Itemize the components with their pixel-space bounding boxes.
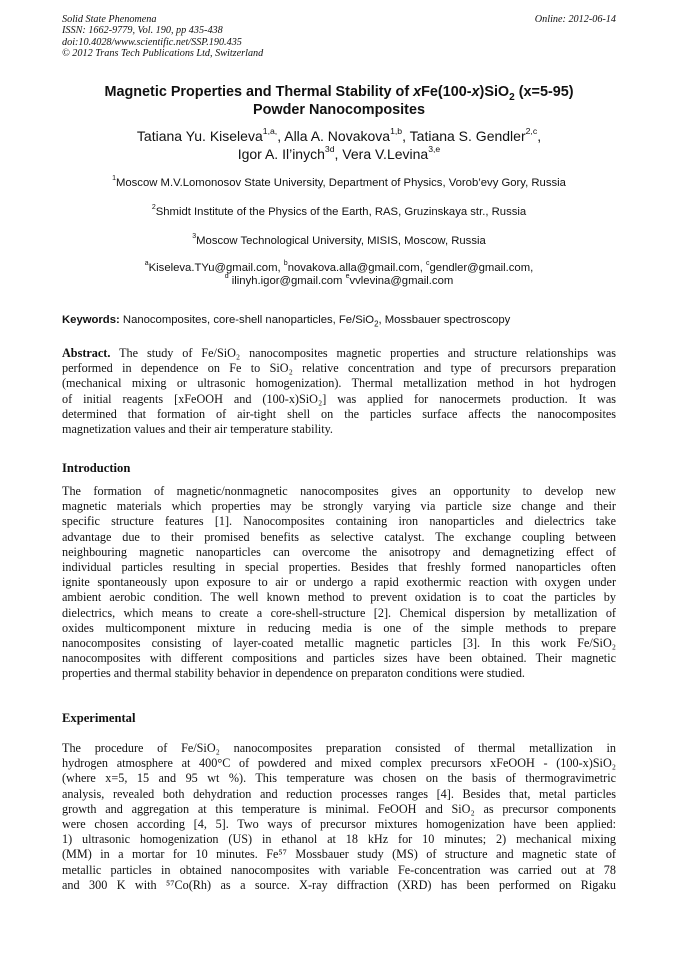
abstract: [62, 346, 616, 437]
abstract-line: determined that formation of air-tight shell on the particles surface affects the nanocomposites: [62, 406, 616, 421]
body-line: individual particles resulting in special properties. Besides that freshly formed nanoparticles often: [62, 560, 616, 575]
journal-copyright: © 2012 Trans Tech Publications Ltd, Switzerland: [62, 47, 264, 59]
section-heading-introduction: Introduction: [62, 461, 131, 475]
authors-line-2: Igor A. Il’inych$^{3d}$, Vera V.Levina$^{3,e}$: [237, 144, 441, 162]
affiliation-2: $^2$Shmidt Institute of the Physics of the Earth, RAS, Gruzinskaya str., Russia: [151, 204, 527, 218]
body-line: nanocomposites with different compositions and particles sizes have been obtained. Their magnetic: [62, 651, 616, 666]
emails-line-2: $^d$ ilinyh.igor@gmail.com $^e$vvlevina@gmail.com: [224, 273, 454, 287]
journal-name: Solid State Phenomena: [62, 14, 157, 25]
body-line: oxides multicomponent mixture in reducing media is one of the simple methods to prepare: [62, 620, 616, 635]
introduction-body: [62, 484, 616, 682]
body-line: magnetic materials which properties may be strongly varying via particle size change and their: [62, 499, 616, 514]
body-line: The formation of magnetic/nonmagnetic nanocomposites gives an opportunity to develop new: [62, 484, 616, 498]
body-line: and 300 K with ⁵⁷Co(Rh) as a source. X-ray diffraction (XRD) has been performed on Rigaku: [62, 877, 616, 892]
title-line-2: Powder Nanocomposites: [253, 101, 425, 118]
body-line: ignite spontaneously upon exposure to air or undergo a rapid exothermic reaction with oxygen under: [62, 575, 616, 590]
authors-line-1: Tatiana Yu. Kiseleva$^{1,a,}$, Alla A. Novakova$^{1,b}$, Tatiana S. Gendler$^{2,c}$,: [136, 126, 542, 144]
affiliation-3: $^3$Moscow Technological University, MISIS, Moscow, Russia: [192, 233, 486, 247]
author-emails: [62, 262, 616, 288]
body-line: (MM) in a mortar for 10 minutes. Fe⁵⁷ Mossbauer study (MS) of structure and magnetic state of: [62, 847, 616, 862]
body-line: analysis, revealed both dehydration and reduction processes ranges [4]. Besides that, metal particles: [62, 786, 616, 801]
title-line-1: Magnetic Properties and Thermal Stability of xFe(100-x)SiO$_2$ (x=5-95): [104, 84, 574, 103]
body-line: were chosen according [4, 5]. Two ways of precursor mixtures homogenization have been applied:: [62, 817, 616, 832]
body-line: The procedure of Fe/SiO₂ nanocomposites preparation consisted of thermal metallization in: [62, 741, 616, 755]
body-line: (where x=5, 15 and 95 wt %). This temperature was chosen on the basis of thermogravimetric: [62, 771, 616, 786]
abstract-line: (mechanical mixing or ultrasonic homogenization). Thermal metallization method in hot hydrogen: [62, 376, 616, 391]
journal-header: [62, 14, 616, 59]
abstract-line: Abstract. The study of Fe/SiO₂ nanocomposites magnetic properties and structure relationships was: [62, 346, 616, 360]
experimental-body: [62, 741, 616, 893]
emails-line-1: $^a$Kiseleva.TYu@gmail.com, $^b$novakova.alla@gmail.com, $^c$gendler@gmail.com,: [144, 260, 534, 274]
body-line: advantage due to their promised benefits as selective catalyst. The exchange coupling between: [62, 529, 616, 544]
body-line: properties and thermal stability behavior in dependence on preparaton conditions were studied.: [62, 666, 525, 681]
body-line: nanocomposites consisting of layer-coated metallic magnetic particles [3]. In this work Fe/SiO₂: [62, 636, 616, 651]
body-line: growth and aggregation at this temperature is minimal. FeOOH and SiO₂ as precursor components: [62, 801, 616, 816]
paper-title: [62, 84, 616, 119]
body-line: 1) ultrasonic homogenization (US) in ethanol at 18 kHz for 10 minutes; 2) mechanical mixing: [62, 832, 616, 847]
body-line: neighbouring magnetic nanoparticles can overcome the anisotropy and demagnetizing effect of: [62, 544, 616, 559]
author-list: [62, 127, 616, 163]
body-line: metallic particles in obtained nanocomposites with variable Fe-concentration was carried out at 78: [62, 862, 616, 877]
affiliation-1: $^1$Moscow M.V.Lomonosov State University, Department of Physics, Vorob’evy Gory, Russia: [112, 175, 566, 189]
abstract-line: of initial reagents [xFeOOH and (100-x)SiO₂] was applied for nanocermets production. It was: [62, 391, 616, 406]
journal-issn: ISSN: 1662-9779, Vol. 190, pp 435-438: [62, 25, 223, 37]
abstract-line: performed in dependence on Fe to SiO₂ relative concentration and type of precursors preparation: [62, 361, 616, 376]
online-date: Online: 2012-06-14: [534, 14, 616, 25]
body-line: specific structure features [1]. Nanocomposites containing iron nanoparticles and dielectrics take: [62, 514, 616, 529]
abstract-line: magnetization values and their air temperature stability.: [62, 422, 333, 437]
journal-doi: doi:10.4028/www.scientific.net/SSP.190.435: [62, 36, 242, 48]
body-line: dielectrics, which means to create a core-shell-structure [2]. Chemical dispersion by metallization of: [62, 605, 616, 620]
section-heading-experimental: Experimental: [62, 711, 136, 725]
body-line: hydrogen atmosphere at 400°C of powdered and mixed complex precursors xFeOOH - (100-x)SiO₂: [62, 756, 616, 771]
body-line: ambient aerobic condition. The well known method to prevent oxidation is to coat the particles by: [62, 590, 616, 605]
keywords: Keywords: Nanocomposites, core-shell nanoparticles, Fe/SiO$_2$, Mossbauer spectroscopy: [62, 314, 511, 329]
